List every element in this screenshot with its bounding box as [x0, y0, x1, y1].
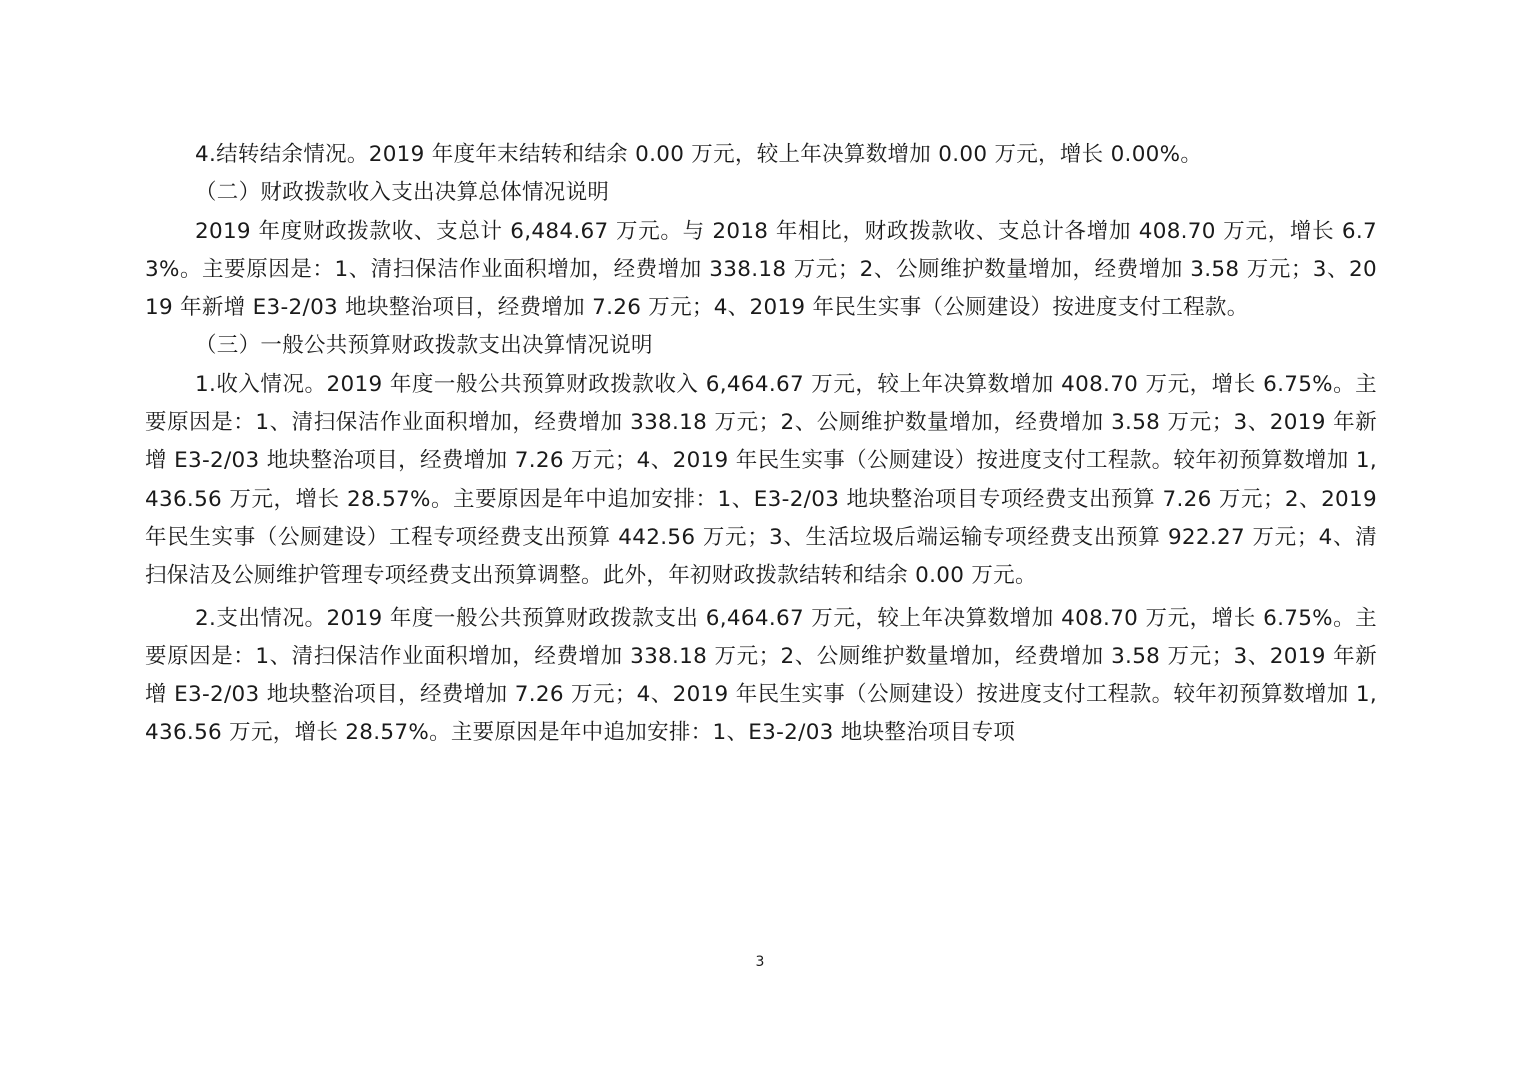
document-body [145, 136, 1377, 753]
page-number: 3 [755, 954, 765, 970]
paragraph-fiscal-overview: 2019 年度财政拨款收、支总计 6,484.67 万元。与 2018 年相比，财政拨款收、支总计各增加 408.70 万元，增长 6.73%。主要原因是：1、清扫保洁作业面积增加，经费增加 338.18 万元；2、公厕维护数量增加，经费增加 3.58 万元；3、2019 年新增 E3-2/03 地块整治项目，经费增加 7.26 万元；4、2019 年民生实事（公厕建设）按进度支付工程款。 [145, 218, 1377, 321]
section-heading-fiscal-overview: （二）财政拨款收入支出决算总体情况说明 [195, 180, 610, 206]
paragraph-expenditure: 2.支出情况。2019 年度一般公共预算财政拨款支出 6,464.67 万元，较上年决算数增加 408.70 万元，增长 6.75%。主要原因是：1、清扫保洁作业面积增加，经费增加 338.18 万元；2、公厕维护数量增加，经费增加 3.58 万元；3、2019 年新增 E3-2/03 地块整治项目，经费增加 7.26 万元；4、2019 年民生实事（公厕建设）按进度支付工程款。较年初预算数增加 1,436.56 万元，增长 28.57%。主要原因是年中追加安排：1、E3-2/03 地块整治项目专项 [145, 605, 1377, 746]
paragraph-income: 1.收入情况。2019 年度一般公共预算财政拨款收入 6,464.67 万元，较上年决算数增加 408.70 万元，增长 6.75%。主要原因是：1、清扫保洁作业面积增加，经费增加 338.18 万元；2、公厕维护数量增加，经费增加 3.58 万元；3、2019 年新增 E3-2/03 地块整治项目，经费增加 7.26 万元；4、2019 年民生实事（公厕建设）按进度支付工程款。较年初预算数增加 1,436.56 万元，增长 28.57%。主要原因是年中追加安排：1、E3-2/03 地块整治项目专项经费支出预算 7.26 万元；2、2019 年民生实事（公厕建设）工程专项经费支出预算 442.56 万元；3、生活垃圾后端运输专项经费支出预算 922.27 万元；4、清扫保洁及公厕维护管理专项经费支出预算调整。此外，年初财政拨款结转和结余 0.00 万元。 [145, 371, 1377, 589]
paragraph-carryover-balance: 4.结转结余情况。2019 年度年末结转和结余 0.00 万元，较上年决算数增加 0.00 万元，增长 0.00%。 [195, 142, 1203, 167]
section-heading-general-budget: （三）一般公共预算财政拨款支出决算情况说明 [195, 333, 653, 359]
